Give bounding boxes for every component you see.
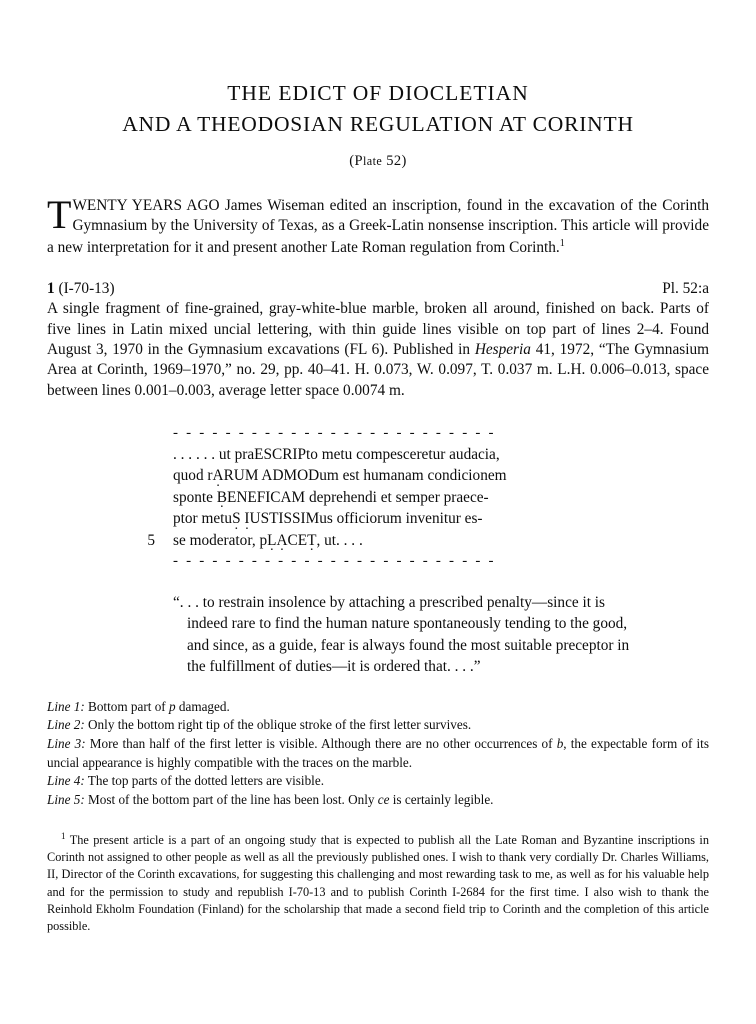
plate-caption-prefix: (P [349, 153, 363, 170]
line-note-pre: Only the bottom right tip of the oblique stroke of the first letter survives. [84, 717, 472, 733]
line-note-pre: The top parts of the dotted letters are visible. [84, 773, 324, 789]
catalog-id: (I-70-13) [58, 280, 115, 298]
inscription-line-text: se moderator, pL ·A ·CET ·, ut. . . . [173, 532, 363, 549]
inscription-line [147, 530, 625, 551]
line-note-pre: Bottom part of [84, 698, 169, 714]
description-part-2: 41, 1972, “The Gymnasium Area at Corinth, 1969–1970,” no. 29, pp. 40–41. H. 0.073, W. 0.097, T. 0.037 m. L.H. 0.006–0.013, space between lines 0.001–0.003, average letter space 0.0074 m. [47, 340, 709, 399]
line-note-pre: Most of the bottom part of the line has been lost. Only [84, 792, 378, 808]
inscription-line-text: sponte B ·ENEFICAM deprehendi et semper praece- [173, 489, 489, 506]
description-part-1: A single fragment of fine-grained, gray-white-blue marble, broken all around, finished on back. Parts of five lines in Latin mixed uncial lettering, with thin guide lines visible on top part of lines 2–4. Found August 3, 1970 in the Gymnasium excavations (FL 6). Published in [47, 300, 709, 358]
line-note-label: Line 4: [47, 773, 85, 789]
plate-caption [47, 153, 709, 170]
inscription-block [125, 423, 625, 572]
footnote-number: 1 [61, 830, 66, 841]
inscription-line-number: 5 [147, 531, 155, 549]
line-note-label: Line 5: [47, 792, 85, 808]
inscription-rule-bottom: - - - - - - - - - - - - - - - - - - - - - - - - - [173, 552, 496, 569]
drop-cap: T [47, 192, 72, 238]
inscription-line [173, 465, 625, 486]
plate-caption-smallcaps: late [362, 154, 383, 169]
line-note [47, 791, 709, 810]
line-note-italic: p [168, 698, 176, 714]
line-note-post: damaged. [175, 698, 230, 714]
line-note [47, 735, 709, 772]
intro-text: WENTY YEARS AGO James Wiseman edited an inscription, found in the excavation of the Corinth Gymnasium by the University of Texas, as a Greek-Latin nonsense inscription. This article will provide a new interpretation for it and present another Late Roman regulation from Corinth. [47, 197, 709, 256]
line-note-italic: ce [377, 792, 390, 808]
catalog-description [47, 299, 709, 401]
line-note-italic: b [556, 736, 564, 751]
inscription-line-text: quod rA ·RUM ADMODum est humanam condicionem [173, 467, 507, 484]
catalog-number: 1 [47, 280, 55, 298]
line-note-post: is certainly legible. [389, 792, 494, 808]
line-note [47, 698, 709, 717]
catalog-entry-header [47, 280, 709, 298]
plate-caption-suffix: 52) [382, 153, 407, 170]
page-title-line-1: THE EDICT OF DIOCLETIAN [227, 81, 529, 105]
intro-paragraph [47, 192, 709, 258]
line-note-label: Line 1: [47, 698, 85, 714]
inscription-line [173, 508, 625, 529]
translation-block: “. . . to restrain insolence by attaching a prescribed penalty—since it is indeed rare to find the human nature spontaneously tending to the good, and since, as a guide, fear is always found the most suitable preceptor in the fulfillment of duties—it is ordered that. . . .” [173, 593, 630, 676]
footnote-text: The present article is a part of an ongoing study that is expected to publish all the Late Roman and Byzantine inscriptions in Corinth not assigned to other people as well as all the previously published ones. I wish to thank very cordially Dr. Charles Williams, II, Director of the Corinth excavations, for suggesting this challenging and most rewarding task to me, as well as for his valuable help and for the permission to study and republish I-70-13 and to publish Corinth I-2684 for the first time. I also wish to thank the Reinhold Ekholm Foundation (Finland) for the scholarship that made a second field trip to Corinth and the completion of this article possible. [47, 833, 709, 934]
page-content [47, 78, 709, 935]
inscription-line [173, 444, 625, 465]
catalog-plate-ref: Pl. 52:a [662, 280, 709, 298]
inscription-line [173, 487, 625, 508]
inscription-line-text: . . . . . . ut praESCRIPto metu compesceretur audacia, [173, 445, 500, 463]
journal-name: Hesperia [474, 340, 531, 358]
line-note-label: Line 3: [47, 736, 86, 751]
inscription-line-text: ptor metuS · I ·USTISSIMus officiorum invenitur es- [173, 510, 483, 527]
line-note [47, 772, 709, 791]
footnote-marker: 1 [559, 237, 565, 249]
page-title-line-2: AND A THEODOSIAN REGULATION AT CORINTH [122, 111, 634, 136]
line-note-post: , the expectable form of its uncial appearance is highly compatible with the traces on the marble. [47, 736, 709, 770]
line-note-label: Line 2: [47, 717, 85, 733]
line-note [47, 716, 709, 735]
footnote [47, 830, 709, 935]
inscription-rule-top: - - - - - - - - - - - - - - - - - - - - - - - - - [173, 424, 496, 441]
line-notes [47, 698, 709, 810]
line-note-pre: More than half of the first letter is visible. Although there are no other occurrences of [85, 736, 557, 751]
